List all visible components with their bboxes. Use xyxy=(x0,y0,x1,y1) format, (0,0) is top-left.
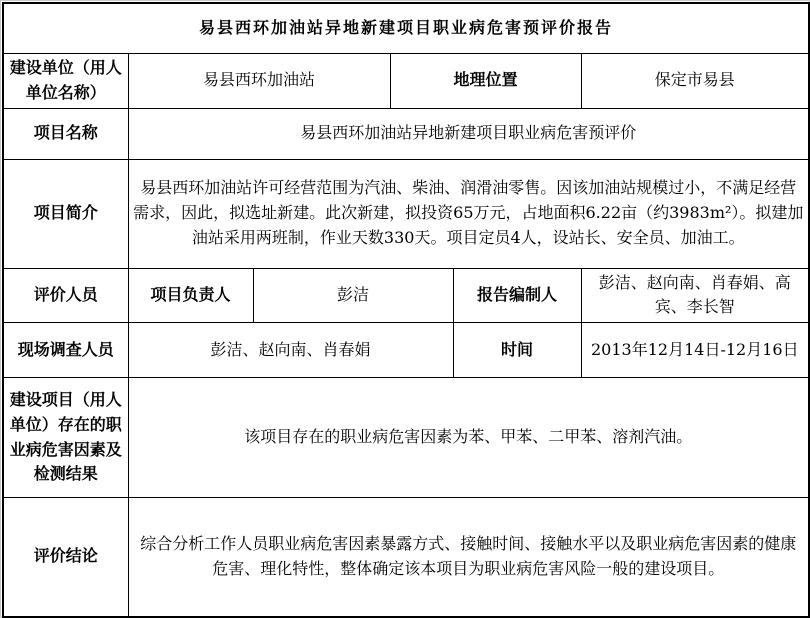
report-editors-label: 报告编制人 xyxy=(453,268,581,323)
project-manager-label: 项目负责人 xyxy=(128,268,253,323)
report-table xyxy=(2,2,810,618)
conclusion-value: 综合分析工作人员职业病危害因素暴露方式、接触时间、接触水平以及职业病危害因素的健康危害、理化特性，整体确定该本项目为职业病危害风险一般的建设项目。 xyxy=(128,498,809,617)
time-label: 时间 xyxy=(453,323,581,378)
hazard-factors-label: 建设项目（用人单位）存在的职业病危害因素及检测结果 xyxy=(3,378,128,498)
construction-unit-label: 建设单位（用人单位名称） xyxy=(3,53,128,108)
location-value: 保定市易县 xyxy=(581,53,809,108)
conclusion-label: 评价结论 xyxy=(3,498,128,617)
time-value: 2013年12月14日-12月16日 xyxy=(581,323,809,378)
project-brief-label: 项目简介 xyxy=(3,159,128,268)
field-survey-label: 现场调查人员 xyxy=(3,323,128,378)
project-manager-value: 彭洁 xyxy=(253,268,453,323)
field-survey-value: 彭洁、赵向南、肖春娟 xyxy=(128,323,453,378)
report-title: 易县西环加油站异地新建项目职业病危害预评价报告 xyxy=(3,3,809,53)
evaluators-label: 评价人员 xyxy=(3,268,128,323)
location-label: 地理位置 xyxy=(390,53,581,108)
project-name-label: 项目名称 xyxy=(3,108,128,159)
project-name-value: 易县西环加油站异地新建项目职业病危害预评价 xyxy=(128,108,809,159)
hazard-factors-value: 该项目存在的职业病危害因素为苯、甲苯、二甲苯、溶剂汽油。 xyxy=(128,378,809,498)
construction-unit-value: 易县西环加油站 xyxy=(128,53,390,108)
report-editors-value: 彭洁、赵向南、肖春娟、高宾、李长智 xyxy=(581,268,809,323)
project-brief-value: 易县西环加油站许可经营范围为汽油、柴油、润滑油零售。因该加油站规模过小，不满足经营需求，因此，拟选址新建。此次新建，拟投资65万元，占地面积6.22亩（约3983m²）。拟建加油站采用两班制，作业天数330天。项目定员4人，设站长、安全员、加油工。 xyxy=(128,159,809,268)
